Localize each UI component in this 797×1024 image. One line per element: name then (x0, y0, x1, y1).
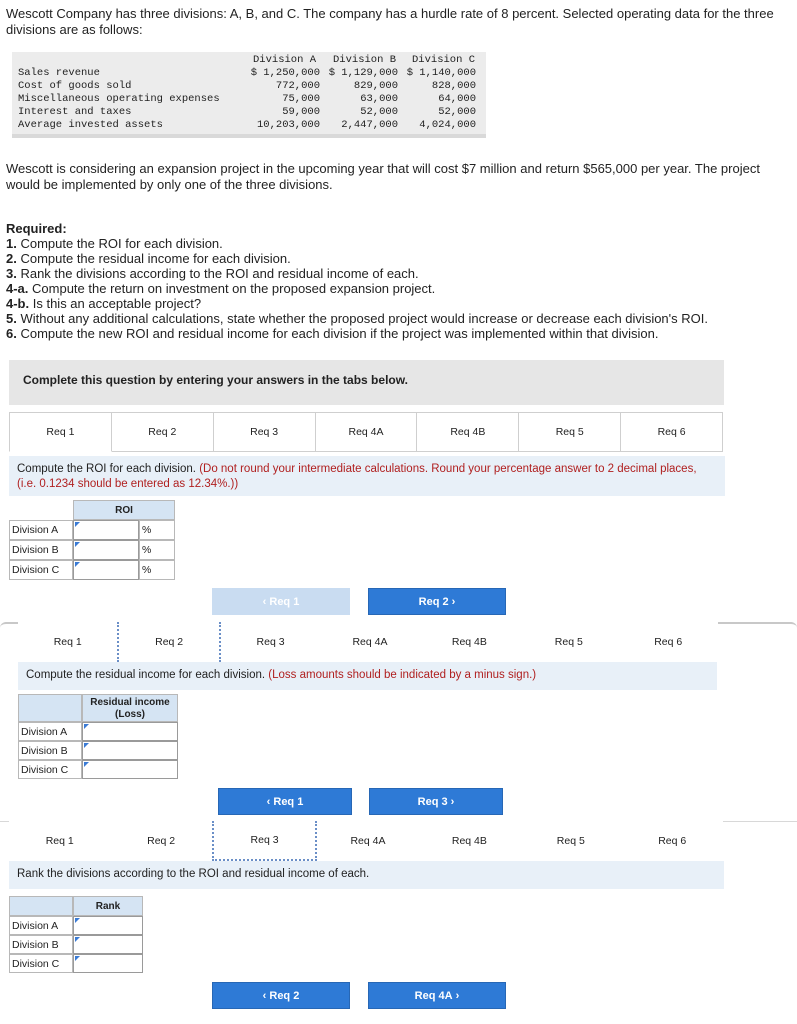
required-item: 4-b. Is this an acceptable project? (6, 296, 202, 311)
header-division-c: Division C (412, 54, 476, 66)
row-division-c: Division C (18, 760, 82, 779)
rank-input-division-a[interactable] (73, 916, 143, 935)
cell: 52,000 (438, 106, 476, 118)
tab-req-5[interactable]: Req 5 (519, 622, 618, 662)
tab-req-3[interactable]: Req 3 (212, 821, 317, 861)
header-blank (18, 694, 82, 722)
roi-input-division-c[interactable] (73, 560, 139, 580)
tab-req-4a[interactable]: Req 4A (317, 821, 418, 861)
cell: 63,000 (360, 93, 398, 105)
chevron-left-icon: ‹ (262, 989, 270, 1002)
instruction-text: Compute the residual income for each division. (26, 669, 266, 681)
chevron-right-icon: › (448, 595, 456, 608)
residual-input-division-b[interactable] (82, 741, 178, 760)
row-division-b: Division B (18, 741, 82, 760)
tab-bar (9, 412, 723, 452)
row-label: Miscellaneous operating expenses (18, 93, 220, 105)
prev-button[interactable]: ‹ Req 2 (212, 982, 350, 1009)
instruction-text: Rank the divisions according to the ROI and residual income of each. (17, 868, 370, 880)
tab-req-4a[interactable]: Req 4A (316, 412, 418, 452)
cell: $ 1,250,000 (250, 67, 320, 79)
tab-req-2[interactable]: Req 2 (112, 412, 214, 452)
cell: 2,447,000 (341, 119, 398, 131)
row-division-c: Division C (9, 560, 73, 580)
row-label: Average invested assets (18, 119, 163, 131)
chevron-left-icon: ‹ (262, 595, 270, 608)
tab-req-4b[interactable]: Req 4B (417, 412, 519, 452)
cell: 64,000 (438, 93, 476, 105)
tab-req-4a[interactable]: Req 4A (320, 622, 419, 662)
chevron-right-icon: › (447, 795, 455, 808)
instruction-box (18, 662, 717, 690)
row-label: Interest and taxes (18, 106, 132, 118)
percent-unit: % (139, 540, 175, 560)
required-list (6, 221, 792, 341)
roi-input-division-a[interactable] (73, 520, 139, 540)
cell: 829,000 (353, 80, 398, 92)
cell: 52,000 (360, 106, 398, 118)
row-division-b: Division B (9, 935, 73, 954)
next-button[interactable]: Req 4A › (368, 982, 506, 1009)
tab-req-6[interactable]: Req 6 (622, 821, 723, 861)
tab-req-6[interactable]: Req 6 (619, 622, 718, 662)
chevron-left-icon: ‹ (266, 795, 274, 808)
roi-header: ROI (73, 500, 175, 520)
rank-input-division-c[interactable] (73, 954, 143, 973)
cell: 772,000 (275, 80, 320, 92)
tab-bar (9, 821, 723, 861)
header-blank (9, 896, 73, 916)
required-item: 2. Compute the residual income for each division. (6, 251, 291, 266)
percent-unit: % (139, 520, 175, 540)
cell: 828,000 (431, 80, 476, 92)
next-button[interactable]: Req 3 › (369, 788, 503, 815)
cell: 4,024,000 (419, 119, 476, 131)
required-item: 5. Without any additional calculations, state whether the proposed project would increase or decrease each division's ROI. (6, 311, 708, 326)
prev-button[interactable]: ‹ Req 1 (212, 588, 350, 615)
roi-grid (9, 500, 175, 580)
tab-bar (18, 622, 718, 662)
required-title: Required: (6, 221, 67, 236)
cell: 59,000 (282, 106, 320, 118)
tab-req-5[interactable]: Req 5 (519, 412, 621, 452)
row-division-a: Division A (18, 722, 82, 741)
chevron-right-icon: › (452, 989, 460, 1002)
tab-req-3[interactable]: Req 3 (214, 412, 316, 452)
required-item: 4-a. Compute the return on investment on the proposed expansion project. (6, 281, 436, 296)
required-item: 1. Compute the ROI for each division. (6, 236, 223, 251)
instruction-note: (Loss amounts should be indicated by a minus sign.) (268, 669, 537, 681)
intro-text: Wescott Company has three divisions: A, B, and C. The company has a hurdle rate of 8 percent. Selected operating data for the three divisions are as follows: (6, 6, 774, 37)
complete-instructions: Complete this question by entering your answers in the tabs below. (9, 360, 724, 405)
next-button[interactable]: Req 2 › (368, 588, 506, 615)
instruction-text: Compute the ROI for each division. (17, 463, 196, 475)
tab-req-4b[interactable]: Req 4B (419, 821, 520, 861)
operating-data-table (12, 52, 486, 138)
prev-button[interactable]: ‹ Req 1 (218, 788, 352, 815)
roi-input-division-b[interactable] (73, 540, 139, 560)
residual-input-division-a[interactable] (82, 722, 178, 741)
rank-header: Rank (73, 896, 143, 916)
residual-income-header: Residual income (Loss) (82, 694, 178, 722)
rank-grid (9, 896, 143, 974)
required-item: 6. Compute the new ROI and residual income for each division if the project was implemented within that division. (6, 326, 659, 341)
tab-req-2[interactable]: Req 2 (117, 622, 220, 662)
cell: 75,000 (282, 93, 320, 105)
instruction-note: (Do not round your intermediate calculations. Round your percentage answer to 2 decimal places, (i.e. 0.1234 should be entered as 12.34%.)) (17, 463, 697, 490)
header-division-b: Division B (333, 54, 397, 66)
tab-req-1[interactable]: Req 1 (18, 622, 117, 662)
tab-req-5[interactable]: Req 5 (520, 821, 621, 861)
residual-input-division-c[interactable] (82, 760, 178, 779)
tab-req-2[interactable]: Req 2 (110, 821, 211, 861)
instruction-box (9, 456, 725, 496)
expansion-text: Wescott is considering an expansion project in the upcoming year that will cost $7 million and return $565,000 per year. The project would be implemented by only one of the three divisions. (6, 161, 760, 192)
tab-req-1[interactable]: Req 1 (9, 412, 112, 452)
residual-income-grid (18, 694, 178, 780)
percent-unit: % (139, 560, 175, 580)
row-division-c: Division C (9, 954, 73, 973)
cell: $ 1,129,000 (328, 67, 398, 79)
cell: 10,203,000 (256, 119, 320, 131)
tab-req-1[interactable]: Req 1 (9, 821, 110, 861)
tab-req-3[interactable]: Req 3 (221, 622, 320, 662)
required-item: 3. Rank the divisions according to the ROI and residual income of each. (6, 266, 419, 281)
instruction-box (9, 861, 724, 889)
tab-req-4b[interactable]: Req 4B (420, 622, 519, 662)
row-division-b: Division B (9, 540, 73, 560)
row-label: Cost of goods sold (18, 80, 132, 92)
row-division-a: Division A (9, 520, 73, 540)
tab-req-6[interactable]: Req 6 (621, 412, 723, 452)
header-division-a: Division A (253, 54, 317, 66)
rank-input-division-b[interactable] (73, 935, 143, 954)
row-division-a: Division A (9, 916, 73, 935)
row-label: Sales revenue (18, 67, 100, 79)
cell: $ 1,140,000 (406, 67, 476, 79)
